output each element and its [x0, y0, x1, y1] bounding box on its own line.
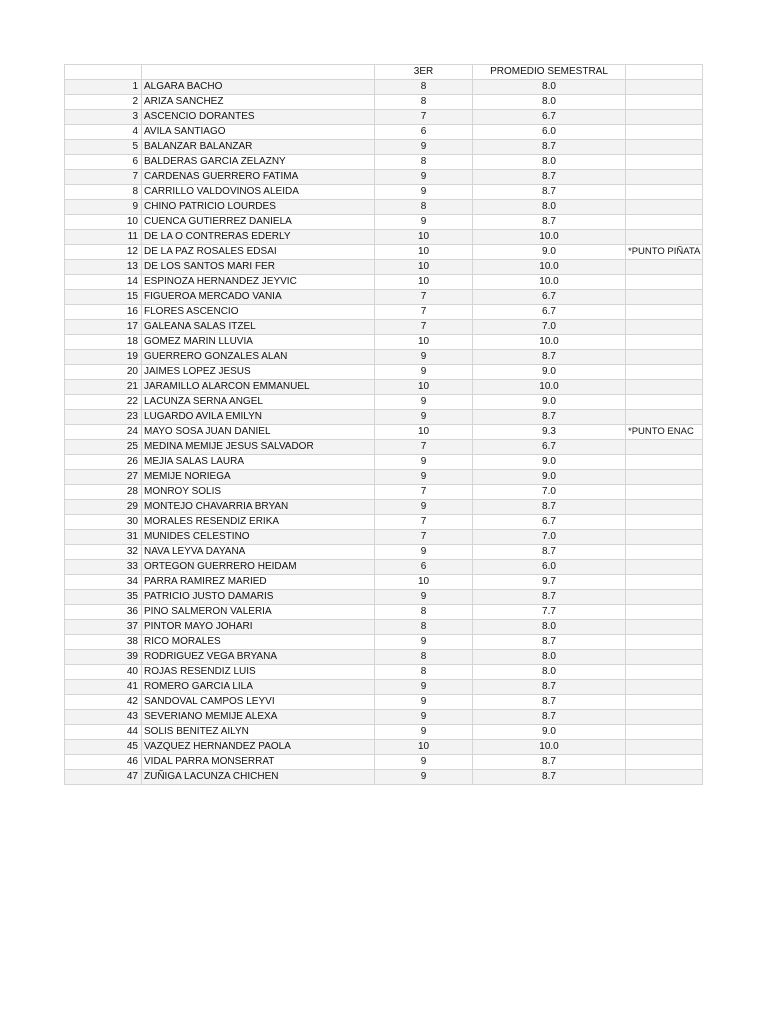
semester-average-cell: 7.0 — [473, 320, 626, 335]
row-number-cell: 15 — [65, 290, 142, 305]
grades-table — [64, 64, 703, 785]
note-cell — [626, 215, 703, 230]
semester-average-cell: 9.3 — [473, 425, 626, 440]
row-number-cell: 27 — [65, 470, 142, 485]
row-number-cell: 46 — [65, 755, 142, 770]
note-cell — [626, 380, 703, 395]
header-average-cell: PROMEDIO SEMESTRAL — [473, 65, 626, 80]
student-name-cell: JARAMILLO ALARCON EMMANUEL — [142, 380, 375, 395]
row-number-cell: 19 — [65, 350, 142, 365]
semester-average-cell: 7.0 — [473, 530, 626, 545]
student-name-cell: FLORES ASCENCIO — [142, 305, 375, 320]
grade-3er-cell: 10 — [375, 260, 473, 275]
table-row — [65, 425, 703, 440]
table-row — [65, 260, 703, 275]
semester-average-cell: 8.7 — [473, 680, 626, 695]
row-number-cell: 3 — [65, 110, 142, 125]
header-row — [65, 65, 703, 80]
note-cell — [626, 530, 703, 545]
note-cell — [626, 710, 703, 725]
student-name-cell: ROMERO GARCIA LILA — [142, 680, 375, 695]
grade-3er-cell: 6 — [375, 125, 473, 140]
row-number-cell: 16 — [65, 305, 142, 320]
semester-average-cell: 9.0 — [473, 455, 626, 470]
note-cell — [626, 650, 703, 665]
row-number-cell: 5 — [65, 140, 142, 155]
grade-3er-cell: 9 — [375, 365, 473, 380]
semester-average-cell: 9.0 — [473, 395, 626, 410]
row-number-cell: 24 — [65, 425, 142, 440]
grade-3er-cell: 8 — [375, 95, 473, 110]
row-number-cell: 14 — [65, 275, 142, 290]
row-number-cell: 43 — [65, 710, 142, 725]
student-name-cell: GUERRERO GONZALES ALAN — [142, 350, 375, 365]
student-name-cell: BALANZAR BALANZAR — [142, 140, 375, 155]
table-row — [65, 500, 703, 515]
table-row — [65, 740, 703, 755]
note-cell — [626, 545, 703, 560]
note-cell — [626, 770, 703, 785]
row-number-cell: 30 — [65, 515, 142, 530]
semester-average-cell: 8.7 — [473, 695, 626, 710]
grade-3er-cell: 7 — [375, 320, 473, 335]
row-number-cell: 8 — [65, 185, 142, 200]
table-row — [65, 440, 703, 455]
grade-3er-cell: 9 — [375, 140, 473, 155]
row-number-cell: 40 — [65, 665, 142, 680]
row-number-cell: 47 — [65, 770, 142, 785]
student-name-cell: PATRICIO JUSTO DAMARIS — [142, 590, 375, 605]
table-row — [65, 140, 703, 155]
semester-average-cell: 6.7 — [473, 515, 626, 530]
student-name-cell: DE LA PAZ ROSALES EDSAI — [142, 245, 375, 260]
semester-average-cell: 8.0 — [473, 665, 626, 680]
table-row — [65, 710, 703, 725]
grade-3er-cell: 8 — [375, 620, 473, 635]
grade-3er-cell: 10 — [375, 335, 473, 350]
grade-3er-cell: 9 — [375, 590, 473, 605]
note-cell — [626, 110, 703, 125]
note-cell — [626, 695, 703, 710]
grade-3er-cell: 8 — [375, 200, 473, 215]
student-name-cell: ZUÑIGA LACUNZA CHICHEN — [142, 770, 375, 785]
note-cell — [626, 455, 703, 470]
student-name-cell: GOMEZ MARIN LLUVIA — [142, 335, 375, 350]
student-name-cell: PINO SALMERON VALERIA — [142, 605, 375, 620]
row-number-cell: 45 — [65, 740, 142, 755]
student-name-cell: ARIZA SANCHEZ — [142, 95, 375, 110]
row-number-cell: 10 — [65, 215, 142, 230]
semester-average-cell: 8.7 — [473, 170, 626, 185]
grade-3er-cell: 9 — [375, 395, 473, 410]
table-row — [65, 485, 703, 500]
table-row — [65, 185, 703, 200]
row-number-cell: 13 — [65, 260, 142, 275]
row-number-cell: 35 — [65, 590, 142, 605]
semester-average-cell: 8.7 — [473, 215, 626, 230]
table-row — [65, 770, 703, 785]
note-cell — [626, 230, 703, 245]
note-cell: *PUNTO PIÑATA — [626, 245, 703, 260]
table-row — [65, 665, 703, 680]
note-cell — [626, 635, 703, 650]
student-name-cell: RICO MORALES — [142, 635, 375, 650]
row-number-cell: 42 — [65, 695, 142, 710]
note-cell — [626, 485, 703, 500]
note-cell — [626, 515, 703, 530]
grade-3er-cell: 9 — [375, 725, 473, 740]
note-cell — [626, 170, 703, 185]
semester-average-cell: 8.7 — [473, 590, 626, 605]
semester-average-cell: 8.7 — [473, 770, 626, 785]
note-cell — [626, 470, 703, 485]
semester-average-cell: 8.0 — [473, 620, 626, 635]
student-name-cell: RODRIGUEZ VEGA BRYANA — [142, 650, 375, 665]
semester-average-cell: 10.0 — [473, 335, 626, 350]
row-number-cell: 17 — [65, 320, 142, 335]
semester-average-cell: 6.0 — [473, 560, 626, 575]
student-name-cell: VIDAL PARRA MONSERRAT — [142, 755, 375, 770]
student-name-cell: AVILA SANTIAGO — [142, 125, 375, 140]
semester-average-cell: 8.7 — [473, 185, 626, 200]
table-row — [65, 755, 703, 770]
grade-3er-cell: 8 — [375, 650, 473, 665]
note-cell — [626, 185, 703, 200]
semester-average-cell: 10.0 — [473, 740, 626, 755]
note-cell — [626, 725, 703, 740]
note-cell — [626, 260, 703, 275]
table-row — [65, 335, 703, 350]
student-name-cell: MEDINA MEMIJE JESUS SALVADOR — [142, 440, 375, 455]
table-row — [65, 725, 703, 740]
grade-3er-cell: 9 — [375, 410, 473, 425]
grade-3er-cell: 9 — [375, 755, 473, 770]
row-number-cell: 7 — [65, 170, 142, 185]
header-name-cell — [142, 65, 375, 80]
semester-average-cell: 10.0 — [473, 380, 626, 395]
grade-3er-cell: 9 — [375, 680, 473, 695]
student-name-cell: VAZQUEZ HERNANDEZ PAOLA — [142, 740, 375, 755]
student-name-cell: MEJIA SALAS LAURA — [142, 455, 375, 470]
grade-3er-cell: 8 — [375, 80, 473, 95]
table-row — [65, 275, 703, 290]
semester-average-cell: 8.7 — [473, 755, 626, 770]
note-cell — [626, 320, 703, 335]
student-name-cell: LACUNZA SERNA ANGEL — [142, 395, 375, 410]
semester-average-cell: 7.7 — [473, 605, 626, 620]
student-name-cell: SANDOVAL CAMPOS LEYVI — [142, 695, 375, 710]
semester-average-cell: 8.7 — [473, 500, 626, 515]
table-row — [65, 95, 703, 110]
student-name-cell: JAIMES LOPEZ JESUS — [142, 365, 375, 380]
semester-average-cell: 9.7 — [473, 575, 626, 590]
row-number-cell: 32 — [65, 545, 142, 560]
row-number-cell: 39 — [65, 650, 142, 665]
table-row — [65, 605, 703, 620]
semester-average-cell: 7.0 — [473, 485, 626, 500]
grade-3er-cell: 9 — [375, 350, 473, 365]
student-name-cell: LUGARDO AVILA EMILYN — [142, 410, 375, 425]
table-row — [65, 620, 703, 635]
note-cell — [626, 140, 703, 155]
table-row — [65, 560, 703, 575]
grade-3er-cell: 9 — [375, 500, 473, 515]
table-row — [65, 155, 703, 170]
grade-3er-cell: 8 — [375, 665, 473, 680]
grades-table-body — [65, 65, 703, 785]
table-row — [65, 695, 703, 710]
note-cell — [626, 590, 703, 605]
grade-3er-cell: 9 — [375, 710, 473, 725]
grade-3er-cell: 9 — [375, 170, 473, 185]
row-number-cell: 4 — [65, 125, 142, 140]
note-cell — [626, 350, 703, 365]
student-name-cell: SEVERIANO MEMIJE ALEXA — [142, 710, 375, 725]
grade-3er-cell: 9 — [375, 470, 473, 485]
row-number-cell: 11 — [65, 230, 142, 245]
table-row — [65, 530, 703, 545]
note-cell — [626, 95, 703, 110]
table-row — [65, 305, 703, 320]
grade-3er-cell: 7 — [375, 110, 473, 125]
grade-3er-cell: 10 — [375, 230, 473, 245]
row-number-cell: 21 — [65, 380, 142, 395]
header-num-cell — [65, 65, 142, 80]
semester-average-cell: 8.0 — [473, 155, 626, 170]
student-name-cell: MUNIDES CELESTINO — [142, 530, 375, 545]
semester-average-cell: 9.0 — [473, 725, 626, 740]
student-name-cell: DE LOS SANTOS MARI FER — [142, 260, 375, 275]
note-cell — [626, 200, 703, 215]
table-row — [65, 515, 703, 530]
note-cell — [626, 335, 703, 350]
student-name-cell: PARRA RAMIREZ MARIED — [142, 575, 375, 590]
semester-average-cell: 8.0 — [473, 80, 626, 95]
grade-3er-cell: 9 — [375, 770, 473, 785]
student-name-cell: CUENCA GUTIERREZ DANIELA — [142, 215, 375, 230]
note-cell — [626, 680, 703, 695]
table-row — [65, 290, 703, 305]
student-name-cell: GALEANA SALAS ITZEL — [142, 320, 375, 335]
note-cell — [626, 440, 703, 455]
row-number-cell: 34 — [65, 575, 142, 590]
table-row — [65, 590, 703, 605]
table-row — [65, 125, 703, 140]
student-name-cell: ROJAS RESENDIZ LUIS — [142, 665, 375, 680]
table-row — [65, 200, 703, 215]
student-name-cell: FIGUEROA MERCADO VANIA — [142, 290, 375, 305]
semester-average-cell: 6.7 — [473, 440, 626, 455]
note-cell — [626, 755, 703, 770]
grade-3er-cell: 10 — [375, 575, 473, 590]
table-row — [65, 545, 703, 560]
student-name-cell: MAYO SOSA JUAN DANIEL — [142, 425, 375, 440]
note-cell — [626, 620, 703, 635]
table-row — [65, 230, 703, 245]
table-row — [65, 350, 703, 365]
student-name-cell: ALGARA BACHO — [142, 80, 375, 95]
table-row — [65, 380, 703, 395]
row-number-cell: 28 — [65, 485, 142, 500]
semester-average-cell: 10.0 — [473, 260, 626, 275]
table-row — [65, 455, 703, 470]
row-number-cell: 22 — [65, 395, 142, 410]
row-number-cell: 20 — [65, 365, 142, 380]
note-cell — [626, 155, 703, 170]
note-cell — [626, 410, 703, 425]
student-name-cell: MEMIJE NORIEGA — [142, 470, 375, 485]
grade-3er-cell: 10 — [375, 740, 473, 755]
row-number-cell: 9 — [65, 200, 142, 215]
grade-3er-cell: 7 — [375, 305, 473, 320]
header-grade-cell: 3ER — [375, 65, 473, 80]
student-name-cell: MORALES RESENDIZ ERIKA — [142, 515, 375, 530]
table-row — [65, 680, 703, 695]
grade-3er-cell: 7 — [375, 485, 473, 500]
semester-average-cell: 9.0 — [473, 470, 626, 485]
note-cell — [626, 665, 703, 680]
semester-average-cell: 8.7 — [473, 635, 626, 650]
row-number-cell: 23 — [65, 410, 142, 425]
semester-average-cell: 8.0 — [473, 650, 626, 665]
note-cell: *PUNTO ENAC — [626, 425, 703, 440]
note-cell — [626, 560, 703, 575]
table-row — [65, 170, 703, 185]
row-number-cell: 41 — [65, 680, 142, 695]
student-name-cell: PINTOR MAYO JOHARI — [142, 620, 375, 635]
row-number-cell: 25 — [65, 440, 142, 455]
note-cell — [626, 275, 703, 290]
student-name-cell: SOLIS BENITEZ AILYN — [142, 725, 375, 740]
row-number-cell: 2 — [65, 95, 142, 110]
student-name-cell: NAVA LEYVA DAYANA — [142, 545, 375, 560]
semester-average-cell: 6.7 — [473, 290, 626, 305]
grade-3er-cell: 8 — [375, 605, 473, 620]
row-number-cell: 1 — [65, 80, 142, 95]
table-row — [65, 365, 703, 380]
table-row — [65, 395, 703, 410]
note-cell — [626, 290, 703, 305]
student-name-cell: MONTEJO CHAVARRIA BRYAN — [142, 500, 375, 515]
student-name-cell: CARRILLO VALDOVINOS ALEIDA — [142, 185, 375, 200]
table-row — [65, 215, 703, 230]
student-name-cell: ORTEGON GUERRERO HEIDAM — [142, 560, 375, 575]
note-cell — [626, 575, 703, 590]
table-row — [65, 110, 703, 125]
grade-3er-cell: 8 — [375, 155, 473, 170]
semester-average-cell: 8.7 — [473, 710, 626, 725]
table-row — [65, 245, 703, 260]
semester-average-cell: 8.7 — [473, 140, 626, 155]
student-name-cell: CHINO PATRICIO LOURDES — [142, 200, 375, 215]
note-cell — [626, 305, 703, 320]
grade-3er-cell: 7 — [375, 515, 473, 530]
table-row — [65, 320, 703, 335]
student-name-cell: ESPINOZA HERNANDEZ JEYVIC — [142, 275, 375, 290]
table-row — [65, 635, 703, 650]
grade-3er-cell: 10 — [375, 425, 473, 440]
row-number-cell: 29 — [65, 500, 142, 515]
semester-average-cell: 10.0 — [473, 230, 626, 245]
row-number-cell: 6 — [65, 155, 142, 170]
student-name-cell: ASCENCIO DORANTES — [142, 110, 375, 125]
grade-3er-cell: 9 — [375, 635, 473, 650]
note-cell — [626, 605, 703, 620]
note-cell — [626, 395, 703, 410]
semester-average-cell: 9.0 — [473, 365, 626, 380]
row-number-cell: 44 — [65, 725, 142, 740]
student-name-cell: BALDERAS GARCIA ZELAZNY — [142, 155, 375, 170]
row-number-cell: 38 — [65, 635, 142, 650]
semester-average-cell: 9.0 — [473, 245, 626, 260]
grade-3er-cell: 10 — [375, 380, 473, 395]
grade-3er-cell: 7 — [375, 530, 473, 545]
semester-average-cell: 6.7 — [473, 305, 626, 320]
header-note-cell — [626, 65, 703, 80]
table-row — [65, 80, 703, 95]
row-number-cell: 36 — [65, 605, 142, 620]
note-cell — [626, 125, 703, 140]
grade-3er-cell: 10 — [375, 275, 473, 290]
semester-average-cell: 6.7 — [473, 110, 626, 125]
grade-3er-cell: 9 — [375, 695, 473, 710]
student-name-cell: MONROY SOLIS — [142, 485, 375, 500]
semester-average-cell: 8.0 — [473, 200, 626, 215]
note-cell — [626, 80, 703, 95]
student-name-cell: DE LA O CONTRERAS EDERLY — [142, 230, 375, 245]
note-cell — [626, 740, 703, 755]
note-cell — [626, 365, 703, 380]
student-name-cell: CARDENAS GUERRERO FATIMA — [142, 170, 375, 185]
row-number-cell: 12 — [65, 245, 142, 260]
grade-3er-cell: 9 — [375, 455, 473, 470]
grade-3er-cell: 9 — [375, 215, 473, 230]
row-number-cell: 31 — [65, 530, 142, 545]
grade-3er-cell: 9 — [375, 545, 473, 560]
semester-average-cell: 8.0 — [473, 95, 626, 110]
row-number-cell: 33 — [65, 560, 142, 575]
semester-average-cell: 8.7 — [473, 545, 626, 560]
grade-3er-cell: 6 — [375, 560, 473, 575]
row-number-cell: 18 — [65, 335, 142, 350]
table-row — [65, 470, 703, 485]
semester-average-cell: 8.7 — [473, 410, 626, 425]
semester-average-cell: 6.0 — [473, 125, 626, 140]
note-cell — [626, 500, 703, 515]
table-row — [65, 575, 703, 590]
semester-average-cell: 10.0 — [473, 275, 626, 290]
table-row — [65, 410, 703, 425]
table-row — [65, 650, 703, 665]
row-number-cell: 26 — [65, 455, 142, 470]
grade-3er-cell: 7 — [375, 290, 473, 305]
semester-average-cell: 8.7 — [473, 350, 626, 365]
row-number-cell: 37 — [65, 620, 142, 635]
grade-3er-cell: 9 — [375, 185, 473, 200]
grade-3er-cell: 7 — [375, 440, 473, 455]
grade-3er-cell: 10 — [375, 245, 473, 260]
